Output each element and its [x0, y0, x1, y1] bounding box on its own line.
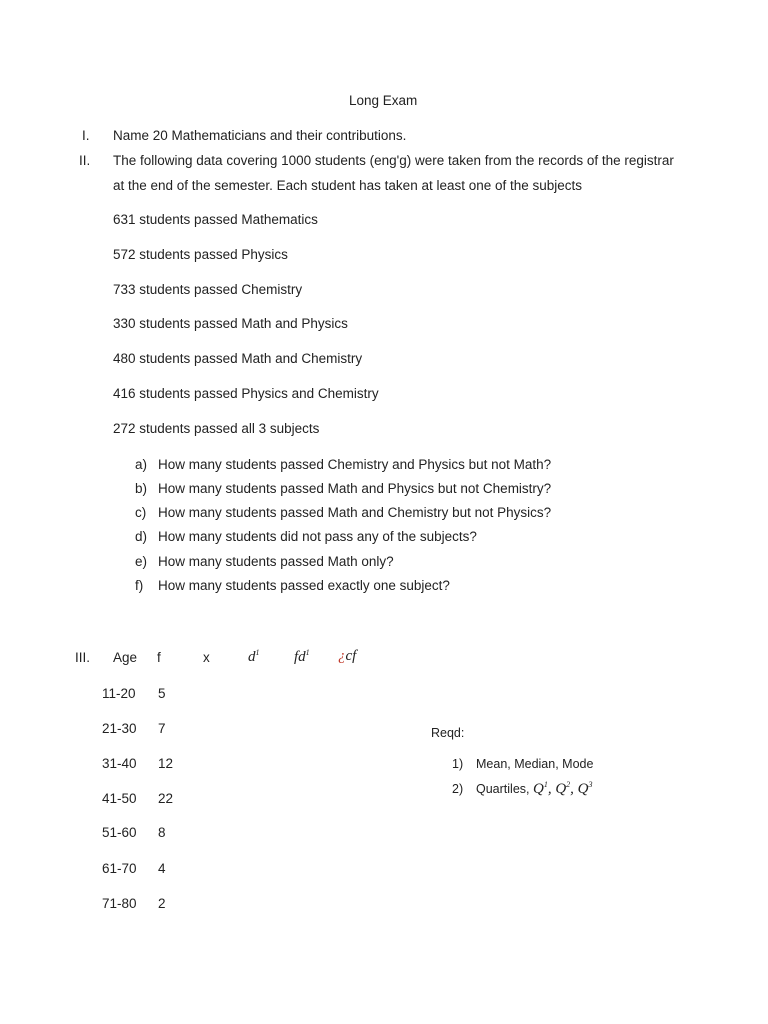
question-text: How many students passed Math only?: [158, 554, 394, 569]
section-2-number: II.: [79, 153, 91, 168]
row-age: 31-40: [102, 756, 137, 771]
page-title: Long Exam: [349, 93, 418, 108]
section-3-number: III.: [75, 650, 91, 665]
header-cf: [338, 648, 356, 665]
question-text: How many students passed Math and Chemistry but not Physics?: [158, 505, 552, 520]
quartile-symbols: [533, 781, 593, 797]
reqd-item-text: Quartiles,: [476, 782, 530, 796]
row-f: 7: [158, 721, 166, 736]
row-f: 8: [158, 825, 166, 840]
row-f: 2: [158, 896, 166, 911]
question-label: e): [135, 554, 148, 569]
header-d-symbol: d: [248, 649, 256, 665]
question-label: a): [135, 457, 148, 472]
header-cf-mark: ¿: [338, 648, 346, 664]
q-symbol: Q: [555, 781, 567, 797]
question-label: f): [135, 578, 144, 593]
reqd-item-text: Mean, Median, Mode: [476, 757, 594, 771]
q-separator: ,: [547, 781, 552, 797]
fact-line: 330 students passed Math and Physics: [113, 316, 348, 331]
fact-line: 631 students passed Mathematics: [113, 212, 318, 227]
header-x: x: [203, 650, 210, 665]
row-age: 41-50: [102, 791, 137, 806]
section-1-text: Name 20 Mathematicians and their contributions.: [113, 128, 407, 143]
question-label: b): [135, 481, 148, 496]
reqd-item-quartiles: [476, 780, 593, 798]
q-superscript: 2: [566, 780, 571, 789]
fact-line: 272 students passed all 3 subjects: [113, 421, 320, 436]
question-label: c): [135, 505, 147, 520]
question-label: d): [135, 529, 148, 544]
row-age: 61-70: [102, 861, 137, 876]
reqd-label: Reqd:: [431, 726, 465, 740]
row-age: 21-30: [102, 721, 137, 736]
q-separator: ,: [570, 781, 574, 797]
section-2-intro-line-2: at the end of the semester. Each student has taken at least one of the subjects: [113, 178, 583, 193]
header-fd-symbol: fd: [294, 649, 306, 665]
row-age: 71-80: [102, 896, 137, 911]
row-age: 51-60: [102, 825, 137, 840]
fact-line: 733 students passed Chemistry: [113, 282, 303, 297]
reqd-item-number: 2): [452, 782, 464, 796]
question-text: How many students passed Math and Physics but not Chemistry?: [158, 481, 552, 496]
header-fd-superscript: 1: [305, 648, 310, 657]
q-superscript: 1: [543, 780, 548, 789]
question-text: How many students passed exactly one subject?: [158, 578, 450, 593]
row-f: 5: [158, 686, 166, 701]
row-f: 4: [158, 861, 166, 876]
q-symbol: Q: [577, 781, 589, 797]
header-cf-symbol: cf: [345, 648, 357, 664]
section-1-number: I.: [82, 128, 90, 143]
question-text: How many students did not pass any of the subjects?: [158, 529, 477, 544]
header-d: [248, 648, 260, 666]
header-fd: [294, 648, 310, 666]
section-2-intro-line-1: The following data covering 1000 students (eng'g) were taken from the records of the registrar: [113, 153, 674, 168]
q-symbol: Q: [532, 781, 544, 797]
header-f: f: [157, 650, 161, 665]
header-d-superscript: 1: [255, 648, 260, 657]
fact-line: 480 students passed Math and Chemistry: [113, 351, 363, 366]
row-f: 22: [158, 791, 174, 806]
reqd-item-number: 1): [452, 757, 464, 771]
row-age: 11-20: [102, 686, 136, 701]
fact-line: 572 students passed Physics: [113, 247, 288, 262]
question-text: How many students passed Chemistry and Physics but not Math?: [158, 457, 552, 472]
row-f: 12: [158, 756, 174, 771]
header-age: Age: [113, 650, 138, 665]
q-superscript: 3: [588, 780, 593, 789]
fact-line: 416 students passed Physics and Chemistry: [113, 386, 379, 401]
